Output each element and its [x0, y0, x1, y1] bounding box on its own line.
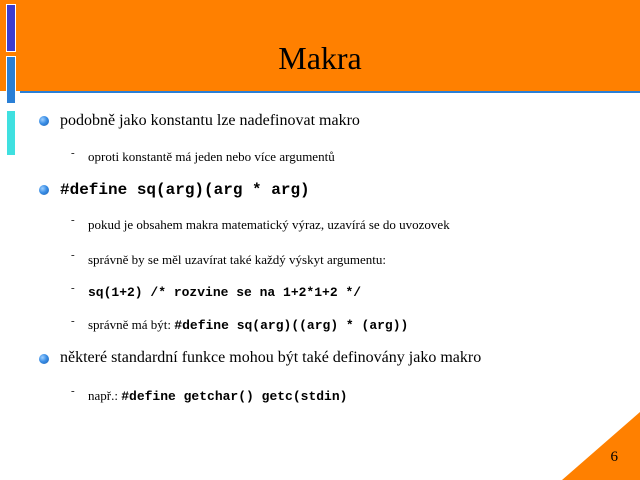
sub-bullet-text: oproti konstantě má jeden nebo více argumentů [88, 149, 335, 164]
corner-triangle [562, 412, 640, 480]
dash-icon: - [71, 385, 75, 397]
code-text: #define getchar() getc(stdin) [121, 389, 348, 404]
sub-bullet-mixed-line [88, 317, 408, 333]
code-text: #define sq(arg)(arg * arg) [60, 181, 310, 199]
sub-bullet-code-line [88, 284, 361, 300]
sub-bullet-text: správně má být: [88, 317, 175, 332]
dash-icon: - [71, 315, 75, 327]
code-text: sq(1+2) /* rozvine se na 1+2*1+2 */ [88, 285, 362, 300]
page-number: 6 [610, 449, 618, 465]
sub-bullet-text: pokud je obsahem makra matematický výraz, uzavírá se do uvozovek [88, 217, 450, 232]
bullet-icon [39, 185, 49, 195]
bullet-text: některé standardní funkce mohou být také definovány jako makro [60, 349, 482, 366]
bullet-text: podobně jako konstantu lze nadefinovat makro [60, 112, 360, 129]
slide-title: Makra [278, 40, 362, 76]
dash-icon: - [71, 147, 75, 159]
bullet-icon [39, 354, 49, 364]
bullet-code-line [60, 181, 310, 199]
dash-icon: - [71, 249, 75, 261]
sub-bullet-mixed-line [88, 388, 347, 404]
dash-icon: - [71, 214, 75, 226]
code-text: #define sq(arg)((arg) * (arg)) [174, 318, 409, 333]
sub-bullet-text: např.: [88, 388, 122, 403]
sub-bullet-text: správně by se měl uzavírat také každý výskyt argumentu: [88, 252, 386, 267]
dash-icon: - [71, 282, 75, 294]
bullet-icon [39, 116, 49, 126]
